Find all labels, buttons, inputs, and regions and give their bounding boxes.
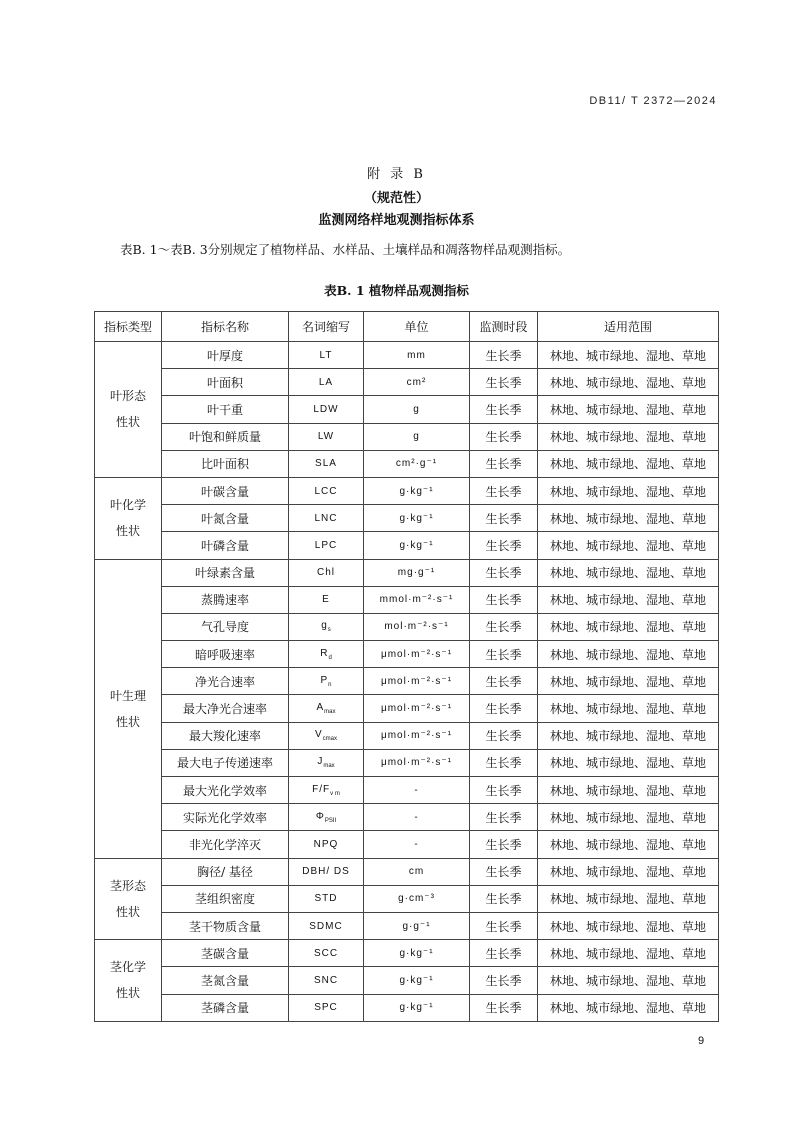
indicator-name-cell: 暗呼吸速率: [162, 641, 289, 668]
unit-cell: -: [364, 804, 470, 831]
period-cell: 生长季: [470, 641, 538, 668]
abbreviation-cell: [289, 722, 364, 749]
header-cell-period: 监测时段: [470, 312, 538, 342]
document-code: DB11/ T 2372—2024: [589, 95, 717, 107]
abbreviation-text: R: [320, 647, 329, 659]
unit-cell: g·kg⁻¹: [364, 967, 470, 994]
abbreviation-subscript: PSII: [324, 817, 337, 824]
abbreviation-cell: [289, 668, 364, 695]
abbreviation-text: Chl: [316, 567, 335, 579]
abbreviation-text: LT: [319, 349, 333, 361]
abbreviation-cell: [289, 804, 364, 831]
unit-cell: cm²·g⁻¹: [364, 450, 470, 477]
scope-cell: 林地、城市绿地、湿地、草地: [538, 505, 719, 532]
abbreviation-text: A: [316, 702, 325, 714]
abbreviation-text: SDMC: [309, 920, 343, 932]
abbreviation-text: LCC: [314, 485, 338, 497]
period-cell: 生长季: [470, 722, 538, 749]
header-cell-category: 指标类型: [95, 312, 162, 342]
scope-cell: 林地、城市绿地、湿地、草地: [538, 885, 719, 912]
abbreviation-cell: [289, 613, 364, 640]
abbreviation-subscript: cmax: [322, 736, 337, 743]
scope-cell: 林地、城市绿地、湿地、草地: [538, 912, 719, 939]
abbreviation-text: E: [322, 594, 330, 606]
abbreviation-text: STD: [314, 893, 338, 905]
indicator-name-cell: 茎干物质含量: [162, 912, 289, 939]
abbreviation-text: LW: [317, 431, 335, 443]
period-cell: 生长季: [470, 505, 538, 532]
abbreviation-cell: [289, 749, 364, 776]
category-cell: 叶化学 性状: [95, 477, 162, 559]
unit-cell: mm: [364, 342, 470, 369]
abbreviation-cell: [289, 532, 364, 559]
abbreviation-cell: [289, 396, 364, 423]
indicator-name-cell: 叶饱和鲜质量: [162, 423, 289, 450]
abbreviation-text: LPC: [314, 539, 338, 551]
header-cell-name: 指标名称: [162, 312, 289, 342]
header-cell-abbr: 名词缩写: [289, 312, 364, 342]
page-number: 9: [698, 1035, 705, 1047]
scope-cell: 林地、城市绿地、湿地、草地: [538, 967, 719, 994]
indicator-name-cell: 比叶面积: [162, 450, 289, 477]
period-cell: 生长季: [470, 450, 538, 477]
table-row: [95, 369, 719, 396]
abbreviation-cell: [289, 641, 364, 668]
category-cell: 叶生理 性状: [95, 559, 162, 858]
unit-cell: g·cm⁻³: [364, 885, 470, 912]
abbreviation-text: LDW: [313, 403, 339, 415]
table-row: [95, 940, 719, 967]
abbreviation-cell: [289, 559, 364, 586]
period-cell: 生长季: [470, 423, 538, 450]
abbreviation-cell: [289, 342, 364, 369]
scope-cell: 林地、城市绿地、湿地、草地: [538, 695, 719, 722]
unit-cell: cm²: [364, 369, 470, 396]
scope-cell: 林地、城市绿地、湿地、草地: [538, 342, 719, 369]
abbreviation-cell: [289, 831, 364, 858]
indicator-name-cell: 最大净光合速率: [162, 695, 289, 722]
unit-cell: g·kg⁻¹: [364, 477, 470, 504]
unit-cell: cm: [364, 858, 470, 885]
period-cell: 生长季: [470, 477, 538, 504]
period-cell: 生长季: [470, 831, 538, 858]
abbreviation-text: SCC: [313, 947, 339, 959]
period-cell: 生长季: [470, 967, 538, 994]
scope-cell: 林地、城市绿地、湿地、草地: [538, 532, 719, 559]
period-cell: 生长季: [470, 695, 538, 722]
table-row: [95, 613, 719, 640]
abbreviation-text: J: [317, 756, 324, 768]
abbreviation-cell: [289, 858, 364, 885]
unit-cell: μmol·m⁻²·s⁻¹: [364, 641, 470, 668]
unit-cell: μmol·m⁻²·s⁻¹: [364, 695, 470, 722]
table-row: [95, 559, 719, 586]
indicator-name-cell: 茎组织密度: [162, 885, 289, 912]
period-cell: 生长季: [470, 369, 538, 396]
table-row: [95, 967, 719, 994]
abbreviation-subscript: max: [324, 709, 336, 716]
table-row: [95, 831, 719, 858]
unit-cell: mmol·m⁻²·s⁻¹: [364, 586, 470, 613]
unit-cell: -: [364, 831, 470, 858]
table-body: [95, 342, 719, 1022]
abbreviation-cell: [289, 695, 364, 722]
scope-cell: 林地、城市绿地、湿地、草地: [538, 668, 719, 695]
period-cell: 生长季: [470, 342, 538, 369]
indicator-name-cell: 茎氮含量: [162, 967, 289, 994]
table-row: [95, 477, 719, 504]
indicator-name-cell: 叶面积: [162, 369, 289, 396]
unit-cell: g: [364, 396, 470, 423]
category-cell: 茎形态 性状: [95, 858, 162, 940]
scope-cell: 林地、城市绿地、湿地、草地: [538, 586, 719, 613]
abbreviation-cell: [289, 967, 364, 994]
indicator-name-cell: 实际光化学效率: [162, 804, 289, 831]
abbreviation-cell: [289, 586, 364, 613]
indicator-name-cell: 叶绿素含量: [162, 559, 289, 586]
unit-cell: g·kg⁻¹: [364, 994, 470, 1021]
indicator-name-cell: 叶磷含量: [162, 532, 289, 559]
table-header-row: [95, 312, 719, 342]
scope-cell: 林地、城市绿地、湿地、草地: [538, 804, 719, 831]
scope-cell: 林地、城市绿地、湿地、草地: [538, 450, 719, 477]
period-cell: 生长季: [470, 804, 538, 831]
abbreviation-text: F/F: [312, 783, 331, 795]
table-row: [95, 994, 719, 1021]
table-row: [95, 858, 719, 885]
observation-table: [94, 311, 719, 1022]
period-cell: 生长季: [470, 749, 538, 776]
table-row: [95, 423, 719, 450]
table-row: [95, 722, 719, 749]
abbreviation-text: Φ: [315, 810, 325, 822]
scope-cell: 林地、城市绿地、湿地、草地: [538, 369, 719, 396]
table-row: [95, 396, 719, 423]
indicator-name-cell: 叶干重: [162, 396, 289, 423]
category-cell: 叶形态 性状: [95, 342, 162, 478]
appendix-subtitle: （规范性）: [363, 191, 429, 206]
table-row: [95, 586, 719, 613]
unit-cell: g·g⁻¹: [364, 912, 470, 939]
period-cell: 生长季: [470, 613, 538, 640]
abbreviation-cell: [289, 940, 364, 967]
abbreviation-subscript: max: [323, 763, 335, 770]
unit-cell: μmol·m⁻²·s⁻¹: [364, 668, 470, 695]
category-cell: 茎化学 性状: [95, 940, 162, 1022]
scope-cell: 林地、城市绿地、湿地、草地: [538, 613, 719, 640]
unit-cell: g·kg⁻¹: [364, 505, 470, 532]
header-cell-unit: 单位: [364, 312, 470, 342]
scope-cell: 林地、城市绿地、湿地、草地: [538, 994, 719, 1021]
period-cell: 生长季: [470, 668, 538, 695]
table-caption: 表B. 1 植物样品观测指标: [324, 283, 469, 298]
abbreviation-text: LA: [318, 376, 334, 388]
indicator-name-cell: 茎磷含量: [162, 994, 289, 1021]
indicator-name-cell: 净光合速率: [162, 668, 289, 695]
unit-cell: -: [364, 777, 470, 804]
period-cell: 生长季: [470, 994, 538, 1021]
period-cell: 生长季: [470, 396, 538, 423]
abbreviation-cell: [289, 885, 364, 912]
abbreviation-text: V: [314, 729, 323, 741]
abbreviation-cell: [289, 450, 364, 477]
unit-cell: mol·m⁻²·s⁻¹: [364, 613, 470, 640]
table-row: [95, 777, 719, 804]
table-row: [95, 695, 719, 722]
abbreviation-text: LNC: [314, 512, 338, 524]
scope-cell: 林地、城市绿地、湿地、草地: [538, 831, 719, 858]
table-row: [95, 342, 719, 369]
scope-cell: 林地、城市绿地、湿地、草地: [538, 641, 719, 668]
abbreviation-text: g: [321, 620, 328, 632]
scope-cell: 林地、城市绿地、湿地、草地: [538, 396, 719, 423]
abbreviation-cell: [289, 369, 364, 396]
abbreviation-cell: [289, 505, 364, 532]
unit-cell: g: [364, 423, 470, 450]
abbreviation-subscript: s: [327, 627, 331, 634]
abbreviation-cell: [289, 994, 364, 1021]
indicator-name-cell: 胸径/ 基径: [162, 858, 289, 885]
period-cell: 生长季: [470, 777, 538, 804]
period-cell: 生长季: [470, 586, 538, 613]
table-row: [95, 450, 719, 477]
table-row: [95, 885, 719, 912]
period-cell: 生长季: [470, 559, 538, 586]
period-cell: 生长季: [470, 912, 538, 939]
unit-cell: μmol·m⁻²·s⁻¹: [364, 722, 470, 749]
abbreviation-text: DBH/ DS: [302, 866, 350, 878]
scope-cell: 林地、城市绿地、湿地、草地: [538, 722, 719, 749]
table-row: [95, 912, 719, 939]
table-row: [95, 668, 719, 695]
abbreviation-cell: [289, 912, 364, 939]
abbreviation-text: NPQ: [313, 838, 339, 850]
abbreviation-text: SPC: [314, 1002, 338, 1014]
table-row: [95, 532, 719, 559]
scope-cell: 林地、城市绿地、湿地、草地: [538, 559, 719, 586]
scope-cell: 林地、城市绿地、湿地、草地: [538, 477, 719, 504]
scope-cell: 林地、城市绿地、湿地、草地: [538, 749, 719, 776]
table-row: [95, 749, 719, 776]
abbreviation-cell: [289, 423, 364, 450]
appendix-name: 监测网络样地观测指标体系: [318, 213, 475, 228]
table-row: [95, 804, 719, 831]
unit-cell: mg·g⁻¹: [364, 559, 470, 586]
period-cell: 生长季: [470, 858, 538, 885]
abbreviation-text: SNC: [313, 974, 339, 986]
unit-cell: μmol·m⁻²·s⁻¹: [364, 749, 470, 776]
abbreviation-subscript: v m: [330, 790, 340, 797]
scope-cell: 林地、城市绿地、湿地、草地: [538, 858, 719, 885]
indicator-name-cell: 蒸腾速率: [162, 586, 289, 613]
indicator-name-cell: 叶碳含量: [162, 477, 289, 504]
abbreviation-cell: [289, 477, 364, 504]
abbreviation-text: P: [320, 674, 329, 686]
abbreviation-subscript: n: [328, 681, 332, 688]
abbreviation-subscript: d: [328, 654, 332, 661]
header-cell-scope: 适用范围: [538, 312, 719, 342]
abbreviation-text: SLA: [315, 458, 337, 470]
indicator-name-cell: 最大电子传递速率: [162, 749, 289, 776]
abbreviation-cell: [289, 777, 364, 804]
indicator-name-cell: 非光化学淬灭: [162, 831, 289, 858]
scope-cell: 林地、城市绿地、湿地、草地: [538, 940, 719, 967]
intro-paragraph: 表B. 1～表B. 3分别规定了植物样品、水样品、土壤样品和凋落物样品观测指标。: [120, 242, 571, 257]
table-row: [95, 505, 719, 532]
indicator-name-cell: 叶厚度: [162, 342, 289, 369]
scope-cell: 林地、城市绿地、湿地、草地: [538, 777, 719, 804]
period-cell: 生长季: [470, 940, 538, 967]
unit-cell: g·kg⁻¹: [364, 532, 470, 559]
appendix-title: 附 录 B: [367, 167, 426, 182]
indicator-name-cell: 茎碳含量: [162, 940, 289, 967]
indicator-name-cell: 气孔导度: [162, 613, 289, 640]
period-cell: 生长季: [470, 532, 538, 559]
indicator-name-cell: 最大光化学效率: [162, 777, 289, 804]
indicator-name-cell: 最大羧化速率: [162, 722, 289, 749]
period-cell: 生长季: [470, 885, 538, 912]
scope-cell: 林地、城市绿地、湿地、草地: [538, 423, 719, 450]
indicator-name-cell: 叶氮含量: [162, 505, 289, 532]
unit-cell: g·kg⁻¹: [364, 940, 470, 967]
table-row: [95, 641, 719, 668]
